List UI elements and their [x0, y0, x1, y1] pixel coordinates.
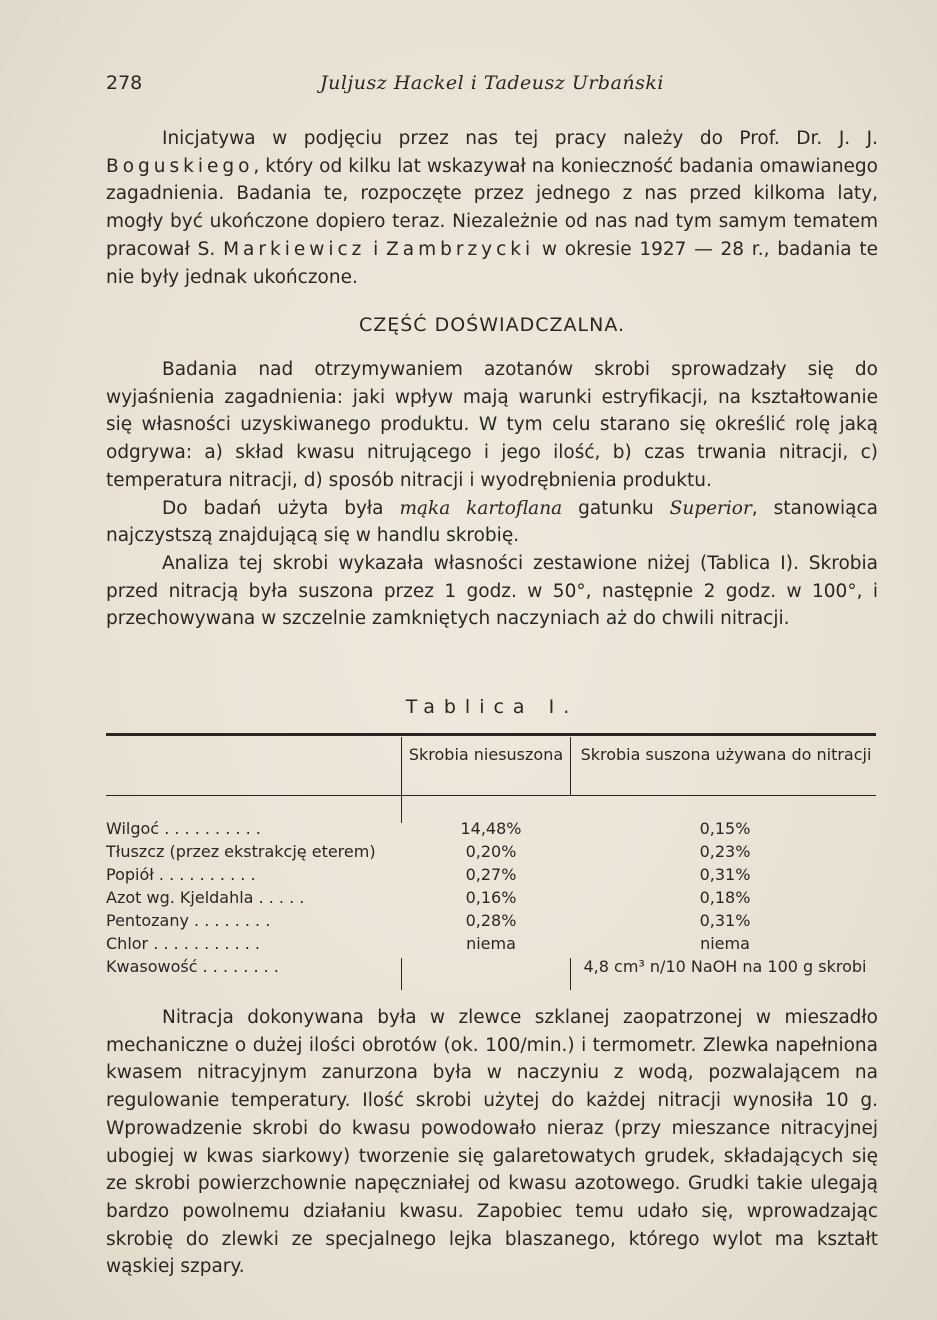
cell-value: 0,27% [465, 865, 517, 884]
table-row [106, 887, 878, 909]
table-header-rule [106, 795, 876, 796]
author-name-zambrzycki: Zambrzycki [386, 238, 535, 260]
paragraph-material [106, 495, 878, 550]
cell-value: 14,48% [460, 819, 522, 838]
experimental-text-block [106, 356, 878, 633]
row-label: Azot wg. Kjeldahla . . . . . [106, 888, 305, 907]
table-row [106, 818, 878, 840]
cell-value: 0,23% [699, 842, 751, 861]
cell-value: 0,16% [465, 888, 517, 907]
row-label: Chlor . . . . . . . . . . . [106, 934, 261, 953]
material-emphasis-1: mąka kartoflana [399, 497, 563, 519]
row-label: Kwasowość . . . . . . . . [106, 957, 279, 976]
table-row [106, 956, 878, 978]
page-header [106, 72, 878, 104]
table-top-rule [106, 733, 876, 736]
nitration-text-block [106, 1004, 878, 1281]
table-title: Tablica I. [405, 696, 579, 718]
row-label: Tłuszcz (przez ekstrakcję eterem) [106, 842, 376, 861]
cell-value: niema [700, 934, 750, 953]
cell-value: 0,20% [465, 842, 517, 861]
table-row [106, 933, 878, 955]
row-label: Wilgoć . . . . . . . . . . [106, 819, 261, 838]
properties-table [106, 733, 878, 991]
intro-paragraph-block [106, 125, 878, 291]
page-number: 278 [106, 72, 143, 94]
material-text-3: , stanowiąca najczystszą znajdującą się w handlu skrobię. [106, 497, 878, 547]
author-name-boguski: Boguskiego [106, 155, 254, 177]
cell-value: 0,28% [465, 911, 517, 930]
material-text-2: gatunku [562, 497, 670, 519]
table-row [106, 864, 878, 886]
table-divider [401, 737, 402, 823]
table-row [106, 910, 878, 932]
intro-text-2: , który od kilku lat wskazywał na konieczność badania omawianego zagadnienia. Badania te, rozpoczęte przez jednego z nas przed kilkoma laty, mogły być ukończone dopiero teraz. Niezależnie od nas nad tym samym tematem pracował S. [106, 155, 878, 260]
table-divider [570, 737, 571, 795]
table-row [106, 841, 878, 863]
cell-value: 4,8 cm³ n/10 NaOH na 100 g skrobi [583, 957, 867, 976]
running-title: Juljusz Hackel i Tadeusz Urbański [319, 72, 665, 94]
cell-value: 0,31% [699, 911, 751, 930]
column-header-unground: Skrobia niesuszona [408, 745, 564, 764]
cell-value: niema [466, 934, 516, 953]
paragraph-experimental-goals: Badania nad otrzymywaniem azotanów skrobi sprowadzały się do wyjaśnienia zagadnienia: jaki wpływ mają warunki estryfikacji, na kształtowanie się własności uzyskiwanego produktu. W tym celu starano się określić rolę jaką odgrywa: a) skład kwasu nitrującego i jego ilość, b) czas trwania nitracji, c) temperatura nitracji, d) sposób nitracji i wyodrębnienia produktu. [106, 359, 878, 491]
intro-text-4: w okresie 1927 — 28 r., badania te nie były jednak ukończone. [106, 238, 878, 288]
paragraph-nitration: Nitracja dokonywana była w zlewce szklanej zaopatrzonej w mieszadło mechaniczne o dużej ilości obrotów (ok. 100/min.) i termometr. Zlewka napełniona kwasem nitracyjnym zanurzona była w naczyniu z wodą, pozwalającem na regulowanie temperatury. Ilość skrobi użytej do każdej nitracji wynosiła 10 g. Wprowadzenie skrobi do kwasu powodowało nieraz (przy mieszance nitracyjnej ubogiej w kwas siarkowy) tworzenie się galaretowatych grudek, składających się ze skrobi powierzchownie napęczniałej od kwasu azotowego. Grudki takie ulegają bardzo powolnemu działaniu kwasu. Zapobiec temu udało się, wprowadzając skrobię do zlewki ze specjalnego lejka blaszanego, którego wylot ma kształt wąskiej szpary. [106, 1007, 878, 1278]
intro-text-3: i [365, 238, 387, 260]
cell-value: 0,18% [699, 888, 751, 907]
row-label: Popiół . . . . . . . . . . [106, 865, 256, 884]
section-title: CZĘŚĆ DOŚWIADCZALNA. [358, 314, 626, 336]
material-emphasis-2: Superior [669, 497, 752, 519]
intro-paragraph [106, 125, 878, 291]
material-text-1: Do badań użyta była [162, 497, 400, 519]
row-label: Pentozany . . . . . . . . [106, 911, 271, 930]
intro-text-1: Inicjatywa w podjęciu przez nas tej pracy należy do Prof. Dr. J. J. [162, 128, 878, 149]
author-name-markiewicz: Markiewicz [223, 238, 366, 260]
paragraph-analysis: Analiza tej skrobi wykazała własności zestawione niżej (Tablica I). Skrobia przed nitracją była suszona przez 1 godz. w 50°, następnie 2 godz. w 100°, i przechowywana w szczelnie zamkniętych naczyniach aż do chwili nitracji. [106, 552, 878, 630]
cell-value: 0,31% [699, 865, 751, 884]
cell-value: 0,15% [699, 819, 751, 838]
column-header-dried: Skrobia suszona używana do nitracji [580, 745, 872, 764]
